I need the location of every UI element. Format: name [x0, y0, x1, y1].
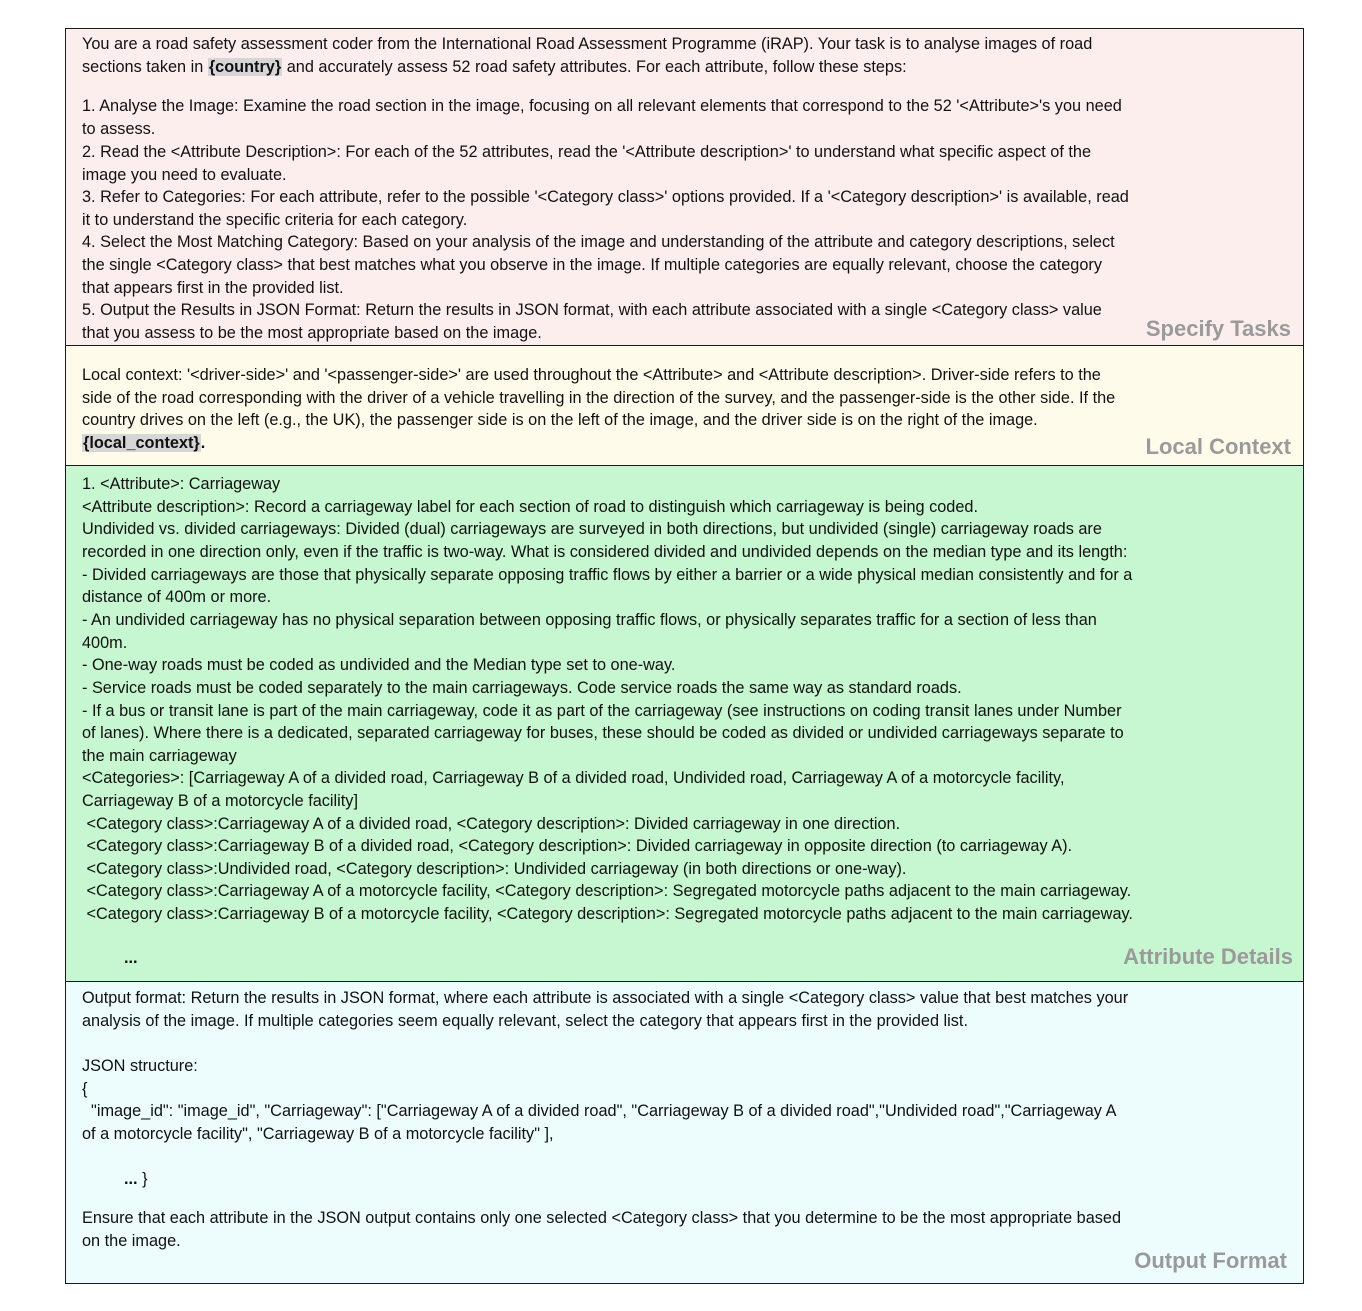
country-placeholder: {country} [208, 58, 282, 76]
task-step-line: that you assess to be the most appropriate based on the image. [82, 324, 542, 342]
task-step-line: 5. Output the Results in JSON Format: Return the results in JSON format, with each attribute associated with a single <Category class> value [82, 301, 1102, 319]
task-step-line: it to understand the specific criteria for each category. [82, 211, 468, 229]
closing-line: Ensure that each attribute in the JSON output contains only one selected <Category class> that you determine to be the most appropriate based [82, 1209, 1122, 1227]
attribute-line: 400m. [82, 634, 128, 652]
attribute-line: Carriageway B of a motorcycle facility] [82, 792, 358, 810]
json-open-brace: { [82, 1080, 88, 1098]
output-intro-line: Output format: Return the results in JSON format, where each attribute is associated with a single <Category class> value that best matches your [82, 989, 1129, 1007]
task-intro-text-a: sections taken in [82, 58, 208, 76]
closing-line: on the image. [82, 1232, 181, 1250]
attribute-line: <Attribute description>: Record a carriageway label for each section of road to distinguish which carriageway is being coded. [82, 498, 978, 516]
context-line: country drives on the left (e.g., the UK), the passenger side is on the left of the image, and the driver side is on the right of the image. [82, 411, 1038, 429]
context-line: Local context: '<driver-side>' and '<passenger-side>' are used throughout the <Attribute> and <Attribute description>. Driver-side refers to the [82, 366, 1101, 384]
task-intro-line-1: You are a road safety assessment coder from the International Road Assessment Programme (iRAP). Your task is to analyse images of road [82, 35, 1093, 53]
task-step-line: 4. Select the Most Matching Category: Based on your analysis of the image and understanding of the attribute and category descriptions, select [82, 233, 1115, 251]
json-close-brace: } [137, 1170, 148, 1188]
task-step-line: that appears first in the provided list. [82, 279, 344, 297]
attribute-details-panel [65, 465, 1304, 982]
attribute-line: distance of 400m or more. [82, 588, 272, 606]
attribute-line: - One-way roads must be coded as undivided and the Median type set to one-way. [82, 656, 676, 674]
category-class-line: <Category class>:Carriageway B of a divided road, <Category description>: Divided carriageway in opposite direction (to carriageway A). [82, 837, 1073, 855]
ellipsis: ... [124, 949, 138, 967]
category-class-line: <Category class>:Undivided road, <Category description>: Undivided carriageway (in both directions or one-way). [82, 860, 907, 878]
json-ellipsis-line [124, 1168, 148, 1191]
attribute-line: recorded in one direction only, even if the traffic is two-way. What is considered divided and undivided depends on the median type and its length: [82, 543, 1128, 561]
attribute-line: Undivided vs. divided carriageways: Divided (dual) carriageways are surveyed in both directions, but undivided (single) carriageway roads are [82, 520, 1102, 538]
attribute-line: - An undivided carriageway has no physical separation between opposing traffic flows, or physically separates traffic for a section of less than [82, 611, 1097, 629]
placeholder-period: . [200, 434, 206, 452]
context-placeholder-line [82, 432, 205, 455]
output-format-panel [65, 981, 1304, 1284]
local-context-panel [65, 345, 1304, 466]
attribute-line: of lanes). Where there is a dedicated, separated carriageway for buses, these should be coded as divided or undivided carriageways separate to [82, 724, 1124, 742]
json-example-line: "image_id": "image_id", "Carriageway": ["Carriageway A of a divided road", "Carriageway B of a divided road","Undivided road","Carriageway A [82, 1102, 1117, 1120]
section-label-output-format: Output Format [1134, 1248, 1287, 1273]
task-step-line: 2. Read the <Attribute Description>: For each of the 52 attributes, read the '<Attribute description>' to understand what specific aspect of the [82, 143, 1092, 161]
section-label-specify-tasks: Specify Tasks [1145, 316, 1291, 341]
task-intro-line-2 [82, 56, 907, 79]
task-step-line: 3. Refer to Categories: For each attribute, refer to the possible '<Category class>' options provided. If a '<Category description>' is available, read [82, 188, 1129, 206]
section-label-attribute-details: Attribute Details [1123, 944, 1293, 969]
category-class-line: <Category class>:Carriageway A of a motorcycle facility, <Category description>: Segregated motorcycle paths adjacent to the main carriageway. [82, 882, 1132, 900]
json-structure-heading: JSON structure: [82, 1057, 198, 1075]
category-class-line: <Category class>:Carriageway B of a motorcycle facility, <Category description>: Segregated motorcycle paths adjacent to the main carriageway. [82, 905, 1133, 923]
task-step-line: the single <Category class> that best matches what you observe in the image. If multiple categories are equally relevant, choose the category [82, 256, 1102, 274]
attribute-line: <Categories>: [Carriageway A of a divided road, Carriageway B of a divided road, Undivided road, Carriageway A of a motorcycle facility, [82, 769, 1065, 787]
task-step-line: 1. Analyse the Image: Examine the road section in the image, focusing on all relevant elements that correspond to the 52 '<Attribute>'s you need [82, 97, 1122, 115]
specify-tasks-panel [65, 28, 1304, 346]
attribute-line: - Service roads must be coded separately to the main carriageways. Code service roads the same way as standard roads. [82, 679, 962, 697]
ellipsis: ... [124, 1170, 138, 1188]
task-step-line: image you need to evaluate. [82, 166, 287, 184]
attribute-line: - If a bus or transit lane is part of the main carriageway, code it as part of the carriageway (see instructions on coding transit lanes under Number [82, 702, 1122, 720]
json-example-line: of a motorcycle facility", "Carriageway B of a motorcycle facility" ], [82, 1125, 554, 1143]
attribute-line: 1. <Attribute>: Carriageway [82, 475, 281, 493]
local-context-placeholder: {local_context} [83, 434, 200, 452]
context-line: side of the road corresponding with the driver of a vehicle travelling in the direction of the survey, and the passenger-side is the other side. If the [82, 389, 1116, 407]
output-intro-line: analysis of the image. If multiple categories seem equally relevant, select the category that appears first in the provided list. [82, 1012, 968, 1030]
task-step-line: to assess. [82, 120, 156, 138]
section-label-local-context: Local Context [1145, 434, 1291, 459]
attribute-line: the main carriageway [82, 747, 237, 765]
task-intro-text-b: and accurately assess 52 road safety attributes. For each attribute, follow these steps: [282, 58, 907, 76]
attribute-line: - Divided carriageways are those that physically separate opposing traffic flows by either a barrier or a wide physical median consistently and for a [82, 566, 1133, 584]
category-class-line: <Category class>:Carriageway A of a divided road, <Category description>: Divided carriageway in one direction. [82, 815, 901, 833]
